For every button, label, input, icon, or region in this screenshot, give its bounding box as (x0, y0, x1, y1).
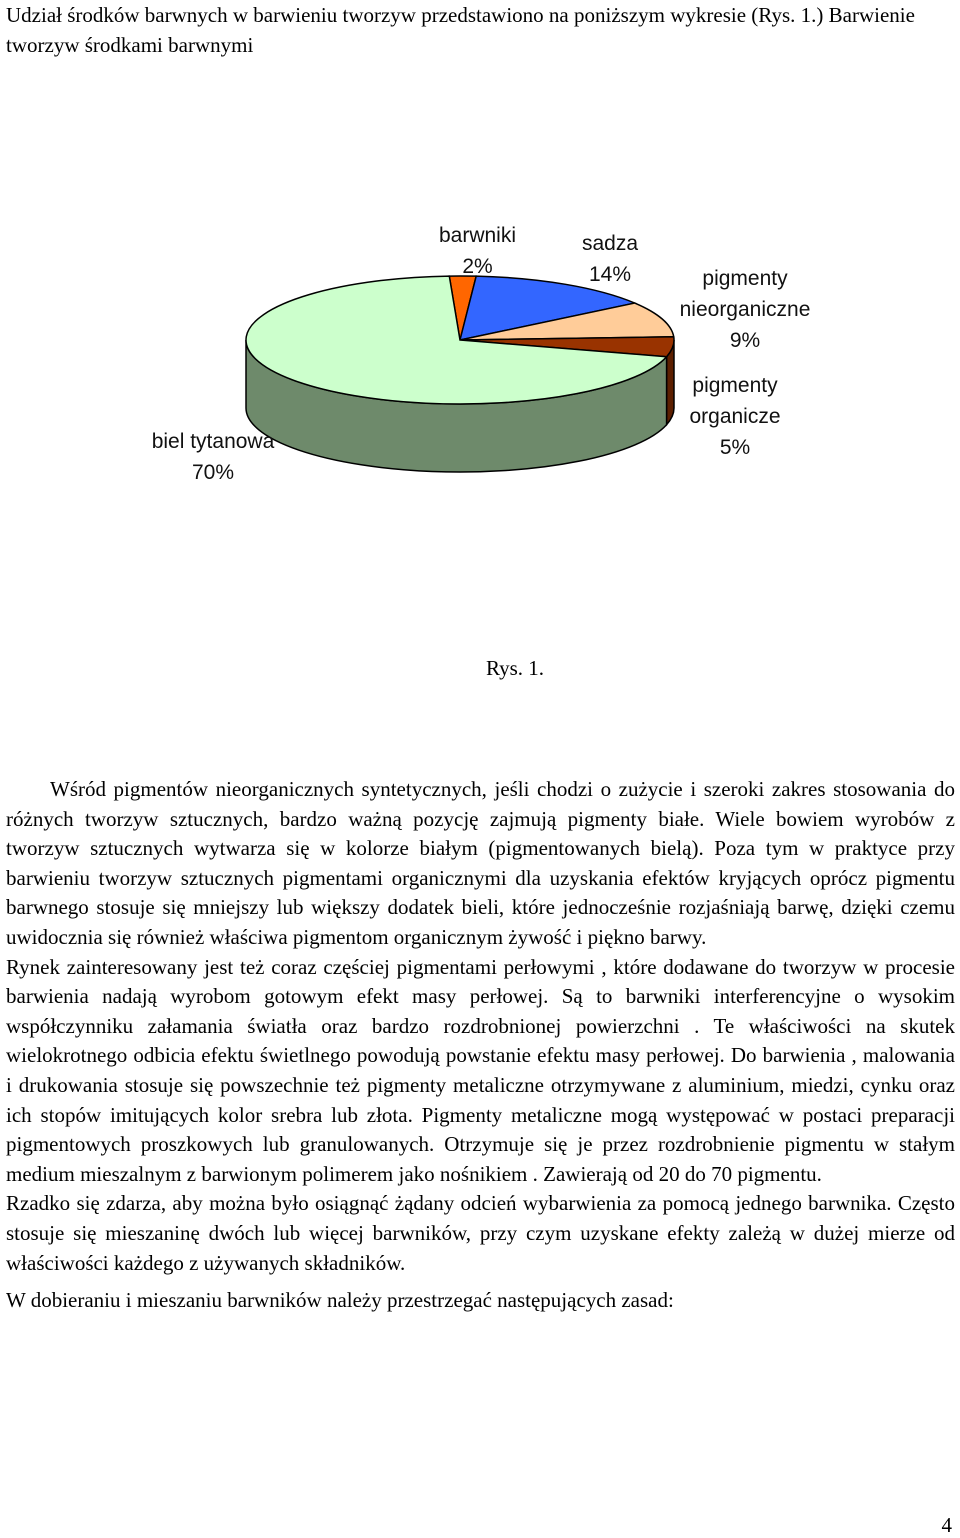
paragraph-4: W dobieraniu i mieszaniu barwników należy przestrzegać następujących zasad: (6, 1288, 674, 1313)
figure-caption: Rys. 1. (485, 656, 545, 680)
label-pigmenty-organicze: pigmenty organicze 5% (689, 374, 781, 459)
page-number: 4 (941, 1513, 952, 1537)
label-biel-tytanowa: biel tytanowa 70% (151, 430, 275, 484)
intro-paragraph: Udział środków barwnych w barwieniu tworzyw przedstawiono na poniższym wykresie (Rys. 1.) Barwienie tworzyw środkami barwnymi (6, 3, 915, 57)
paragraph-2: Rynek zainteresowany jest też coraz częściej pigmentami perłowymi , które dodawane do tworzyw w procesie barwienia nadają wyrobom gotowym efekt masy perłowej. Są to barwniki interferencyjne o wysokim współczynniku załamania światła oraz bardzo rozdrobnionej powierzchni . Te właściwości na skutek wielokrotnego odbicia efektu świetlnego powodują powstanie efektu masy perłowej. Do barwienia , malowania i drukowania stosuje się powszechnie też pigmenty metaliczne otrzymywane z aluminium, miedzi, cynku oraz ich stopów imitujących kolor srebra lub złota. Pigmenty metaliczne mogą występować w postaci preparacji pigmentowych proszkowych lub granulowanych. Otrzymuje się je przez rozdrobnienie pigmentu w stałym medium mieszalnym z barwionym polimerem jako nośnikiem . Zawierają od 20 do 70 pigmentu. (6, 954, 955, 1186)
pie-chart (0, 210, 960, 510)
paragraph-3: Rzadko się zdarza, aby można było osiągnąć żądany odcień wybarwienia za pomocą jednego barwnika. Często stosuje się mieszaninę dwóch lub więcej barwników, przy czym uzyskane efekty zależą w dużej mierze od właściwości każdego z używanych składników. (6, 1191, 955, 1275)
label-sadza: sadza 14% (581, 232, 639, 286)
body-text (6, 775, 955, 1316)
paragraph-1: Wśród pigmentów nieorganicznych syntetycznych, jeśli chodzi o zużycie i szeroki zakres stosowania do różnych tworzyw sztucznych, bardzo ważną pozycję zajmują pigmenty białe. Wiele bowiem wyrobów z tworzyw sztucznych wytwarza się w kolorze białym (pigmentowanych bielą). Poza tym w praktyce przy barwieniu tworzyw sztucznych pigmentami organicznymi dla uzyskania efektów kryjących oprócz pigmentu barwnego stosuje się mniejszy lub większy dodatek bieli, które jednocześnie rozjaśniają barwę, dzięki czemu uwidocznia się również właściwa pigmentom organicznym żywość i piękno barwy. (6, 777, 955, 949)
label-pigmenty-nieorganiczne: pigmenty nieorganiczne 9% (679, 267, 811, 352)
label-barwniki: barwniki 2% (438, 224, 517, 278)
